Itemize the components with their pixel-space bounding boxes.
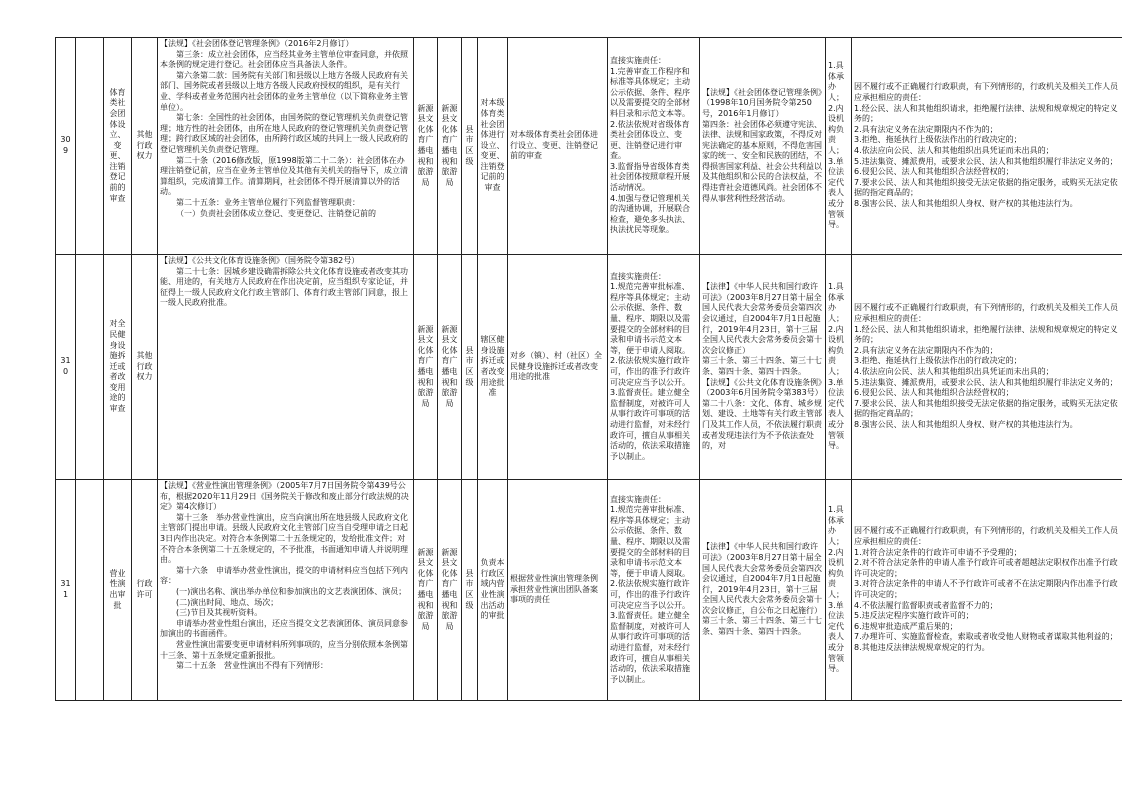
legal-basis-cell <box>158 480 414 701</box>
duty-line: 6.侵犯公民、法人和其他组织合法经营权的； <box>854 388 1014 398</box>
legal-basis-paragraph: 第六条第二款：国务院有关部门和县级以上地方各级人民政府有关部门、国务院或者县级以上地方各级人民政府授权的组织，是有关行业、学科或者业务范围内社会团体的业务主管单位（以下简称业务主管单位）。 <box>160 70 408 112</box>
duty-line: 3.拒绝、拖延执行上级依法作出的行政决定的； <box>854 135 1022 145</box>
duty-line: 8.强害公民、法人和其他组织人身权、财产权的其他违法行为。 <box>854 419 1078 429</box>
responsible-dept-cell <box>438 38 462 255</box>
content-cell <box>508 255 608 480</box>
responsibility-line: 直接实施责任： <box>610 494 666 504</box>
responsibility-line: 直接实施责任： <box>610 55 666 65</box>
power-content: 根据营业性演出管理条例承担营业性演出团队备案事项的责任 <box>510 574 598 605</box>
law-basis-line: 第三十条、第三十四条、第三十七条、第四十条、第四十四条。 <box>702 616 822 637</box>
table-row <box>56 255 1122 480</box>
responsibility-line: 3.监督责任。建立健全监督制度，对被许可人从事行政许可事项的活动进行监督，对未经行政许可，擅自从事相关活动的，依法采取措施予以制止。 <box>610 611 690 684</box>
legal-basis-paragraph: （一）负责社会团体成立登记、变更登记、注销登记前的 <box>176 208 376 218</box>
responsibility-line: 直接实施责任： <box>610 271 666 281</box>
law-basis-line: 【法律】《中华人民共和国行政许可法》（2003年8月27日第十届全国人民代表大会常务委员会第四次会议通过，自2004年7月1日起施行，2019年4月23日，第十三届全国人民代表大会常务委员会第十次会议修正） <box>702 282 822 355</box>
admin-level: 县市区级 <box>465 568 474 610</box>
legal-basis-title: 【法规】《公共文化体育设施条例》（国务院令第382号） <box>160 256 360 265</box>
table-row <box>56 480 1122 701</box>
table-row <box>56 38 1122 255</box>
responsible-subject: 1.具体承办人；2.内设机构负责人；3.单位法定代表人或分管领导。 <box>828 505 844 674</box>
power-content: 对乡（镇）、村（社区）全民健身设施拆迁或者改变用途的批准 <box>510 351 602 382</box>
law-basis-cell <box>700 38 826 255</box>
item-name: 营业性演出审批 <box>109 568 126 610</box>
law-basis-line: 【法律】《中华人民共和国行政许可法》（2003年8月27日第十届全国人民代表大会常务委员会第四次会议通过，自2004年7月1日起施行，2019年4月23日，第十三届全国人民代表大会常务委员会第十次会议修正，自公布之日起施行） <box>702 542 822 615</box>
responsibility-line: 4.加强与登记管理机关的沟通协调，开展联合检查，避免多头执法、执法扰民等现象。 <box>610 193 690 235</box>
duty-line: 7.要求公民、法人和其他组织接受无法定依据的指定服务，或购买无法定依据的指定商品的； <box>854 398 1118 419</box>
legal-basis-paragraph: 第十三条 举办营业性演出，应当向演出所在地县级人民政府文化主管部门提出申请。县级人民政府文化主管部门应当自受理申请之日起3日内作出决定。对符合本条例第二十五条规定的，发给批准文件；对不符合本条例第二十五条规定的，不予批准，书面通知申请人并说明理由。 <box>160 512 408 565</box>
duty-line: 5.违反法定程序实施行政许可的； <box>854 611 974 621</box>
item-number-cell <box>56 38 76 255</box>
item-type: 其他行政权力 <box>136 351 153 382</box>
item-number: 310 <box>60 356 71 376</box>
subject-cell <box>826 38 852 255</box>
legal-basis-paragraph: 申请举办营业性组台演出，还应当提交文艺表演团体、演员同意参加演出的书面函件。 <box>160 618 408 639</box>
item-number: 309 <box>60 135 71 155</box>
item-number-cell <box>56 480 76 701</box>
duty-line: 1.经公民、法人和其他组织请求，拒绝履行法律、法规和规章规定的特定义务的； <box>854 103 1118 124</box>
implementing-dept: 新源县文化体育广播电视和旅游局 <box>417 103 434 187</box>
level-cell <box>462 480 478 701</box>
law-basis-line: 第四条：社会团体必须遵守宪法、法律、法规和国家政策，不得反对宪法确定的基本原则，不得危害国家的统一、安全和民族的团结，不得损害国家利益、社会公共利益以及其他组织和公民的合法权益，不得违背社会道德风尚。社会团体不得从事营利性经营活动。 <box>702 119 822 203</box>
responsibility-cell <box>608 480 700 701</box>
legal-basis-paragraph: (三)节目及其视听资料。 <box>176 608 263 618</box>
blank-cell <box>76 480 104 701</box>
object-cell <box>478 480 508 701</box>
implementing-dept-cell <box>414 480 438 701</box>
power-object: 辖区健身设施拆迁或者改变用途批准 <box>480 335 505 398</box>
implementing-dept: 新源县文化体育广播电视和旅游局 <box>417 324 434 408</box>
subject-cell <box>826 480 852 701</box>
duty-line: 5.违法集资、摊派费用，或要求公民、法人和其他组织履行非法定义务的； <box>854 156 1118 166</box>
content-cell <box>508 38 608 255</box>
law-basis-cell <box>700 255 826 480</box>
legal-basis-paragraph: 营业性演出需要变更申请材料所列事项的，应当分别依照本条例第十三条、第十五条规定重新报批。 <box>160 639 408 660</box>
duty-line: 3.对符合法定条件的申请人不予行政许可或者不在法定期限内作出准予行政许可决定的； <box>854 579 1118 599</box>
legal-basis-paragraph: (二)演出时间、地点、场次； <box>176 597 279 607</box>
law-basis-cell <box>700 480 826 701</box>
duty-cell <box>852 480 1122 701</box>
item-type-cell <box>132 480 158 701</box>
item-number: 311 <box>60 579 71 599</box>
item-type: 行政许可 <box>136 579 153 599</box>
duty-line: 7.要求公民、法人和其他组织接受无法定依据的指定服务，或购买无法定依据的指定商品的； <box>854 177 1118 198</box>
power-content: 对本级体育类社会团体进行设立、变更、注销登记前的审查 <box>510 130 598 161</box>
law-basis-line: 第二十八条：文化、体育、城乡规划、建设、土地等有关行政主管部门及其工作人员，不依法履行职责或者发现违法行为不予依法查处的，对 <box>702 398 822 451</box>
responsibility-cell <box>608 255 700 480</box>
duty-line: 因不履行或不正确履行行政职责，有下列情形的，行政机关及相关工作人员应承担相应的责任： <box>854 82 1118 103</box>
responsible-dept-cell <box>438 480 462 701</box>
duty-line: 3.拒绝、拖延执行上级依法作出的行政决定的； <box>854 356 1022 366</box>
responsibility-line: 2.依法依规对省级体育类社会团体设立、变更、注销登记进行审查。 <box>610 119 690 161</box>
responsibility-line: 1.完善审查工作程序和标准等具体规定；主动公示依据、条件、程序以及需要提交的全部材料目录和示范文本等。 <box>610 66 690 118</box>
responsible-subject: 1.具体承办人；2.内设机构负责人；3.单位法定代表人或分管领导。 <box>828 282 844 451</box>
duty-line: 因不履行或不正确履行行政职责，有下列情形的，行政机关及相关工作人员应承担相应的责任： <box>854 303 1118 324</box>
responsible-subject: 1.具体承办人；2.内设机构负责人；3.单位法定代表人或分管领导。 <box>828 61 844 230</box>
responsibility-line: 1.规范完善审批标准、程序等具体规定；主动公示依据、条件、数量、程序、期限以及需要提交的全部材料的目录和申请书示范文本等，便于申请人阅取。 <box>610 282 690 355</box>
power-object: 对本级体育类社会团体进行设立、变更、注销登记前的审查 <box>480 98 505 193</box>
item-name-cell <box>104 480 132 701</box>
duty-line: 6.违规审批造成严重后果的； <box>854 621 958 631</box>
legal-basis-paragraph: 第二十条（2016修改版，原1998版第二十二条）：社会团体在办理注销登记前，应当在业务主管单位及其他有关机关的指导下，成立清算组织，完成清算工作。清算期间，社会团体不得开展清算以外的活动。 <box>160 155 408 197</box>
duty-line: 7.办理许可、实施监督检查，索取或者收受他人财物或者谋取其他利益的； <box>854 632 1118 642</box>
responsibility-line: 3.监督责任。建立健全监督制度，对被许可人从事行政许可事项的活动进行监督，对未经行政许可，擅自从事相关活动的，依法采取措施予以制止。 <box>610 388 690 461</box>
legal-basis-paragraph: 第七条：全国性的社会团体，由国务院的登记管理机关负责登记管理；地方性的社会团体，由所在地人民政府的登记管理机关负责登记管理；跨行政区域的社会团体，由所跨行政区域的共同上一级人民政府的登记管理机关负责登记管理。 <box>160 113 408 154</box>
responsible-dept: 新源县文化体育广播电视和旅游局 <box>441 547 458 631</box>
duty-line: 6.侵犯公民、法人和其他组织合法经营权的； <box>854 167 1014 177</box>
duty-line: 2.对不符合法定条件的申请人准予行政许可或者超越法定职权作出准予行政许可决定的； <box>854 558 1118 578</box>
duty-cell <box>852 38 1122 255</box>
item-type-cell <box>132 38 158 255</box>
level-cell <box>462 38 478 255</box>
item-name-cell <box>104 255 132 480</box>
duty-line: 4.不依法履行监督职责或者监督不力的； <box>854 600 998 610</box>
item-type-cell <box>132 255 158 480</box>
responsible-dept: 新源县文化体育广播电视和旅游局 <box>441 103 458 187</box>
duty-line: 4.依法应向公民、法人和其他组织出具凭证而未出具的； <box>854 367 1054 376</box>
legal-basis-paragraph: 第二十五条 营业性演出不得有下列情形： <box>176 661 328 671</box>
responsibility-line: 1.规范完善审批标准、程序等具体规定；主动公示依据、条件、数量、程序、期限以及需要提交的全部材料的目录和申请书示范文本等，便于申请人阅取。 <box>610 505 690 578</box>
legal-basis-title: 【法规】《社会团体登记管理条例》（2016年2月修订） <box>160 39 354 48</box>
duty-cell <box>852 255 1122 480</box>
item-name: 对全民健身设施拆迁或者改变用途的审查 <box>109 319 126 414</box>
responsibility-line: 2.依法依规实施行政许可，作出的准予行政许可决定应当予以公开。 <box>610 579 690 610</box>
power-list-table <box>55 37 1122 701</box>
responsibility-line: 3.监督指导省级体育类社会团体按照章程开展活动情况。 <box>610 161 690 193</box>
law-basis-line: 【法规】《社会团体登记管理条例》（1998年10月国务院令第250号，2016年1月修订） <box>702 87 822 118</box>
level-cell <box>462 255 478 480</box>
duty-line: 1.经公民、法人和其他组织请求，拒绝履行法律、法规和规章规定的特定义务的； <box>854 324 1118 345</box>
item-name-cell <box>104 38 132 255</box>
duty-line: 5.违法集资、摊派费用，或要求公民、法人和其他组织履行非法定义务的； <box>854 377 1118 387</box>
item-type: 其他行政权力 <box>136 130 153 161</box>
blank-cell <box>76 255 104 480</box>
legal-basis-paragraph: 第二十七条：因城乡建设确需拆除公共文化体育设施或者改变其功能、用途的，有关地方人民政府在作出决定前，应当组织专家论证，并征得上一级人民政府文化行政主管部门、体育行政主管部门同意，报上一级人民政府批准。 <box>160 266 408 308</box>
blank-cell <box>76 38 104 255</box>
duty-line: 8.其他违反法律法规规章规定的行为。 <box>854 642 990 652</box>
admin-level: 县市区级 <box>465 124 474 166</box>
duty-line: 2.具有法定义务在法定期限内不作为的； <box>854 345 998 355</box>
duty-line: 1.对符合法定条件的行政许可申请不予受理的； <box>854 547 1022 557</box>
admin-level: 县市区级 <box>465 345 474 387</box>
legal-basis-paragraph: 第三条：成立社会团体，应当经其业务主管单位审查同意，并依照本条例的规定进行登记。社会团体应当具备法人条件。 <box>160 49 408 70</box>
duty-line: 2.具有法定义务在法定期限内不作为的； <box>854 124 998 134</box>
implementing-dept-cell <box>414 255 438 480</box>
law-basis-line: 【法规】《公共文化体育设施条例》（2003年6月国务院令第383号） <box>702 377 823 398</box>
object-cell <box>478 38 508 255</box>
item-name: 体育类社会团体设立、变更、注销登记前的审查 <box>109 87 126 203</box>
legal-basis-cell <box>158 255 414 480</box>
duty-line: 因不履行或不正确履行行政职责，有下列情形的，行政机关及相关工作人员应承担相应的责任： <box>854 526 1118 547</box>
implementing-dept: 新源县文化体育广播电视和旅游局 <box>417 547 434 631</box>
responsible-dept-cell <box>438 255 462 480</box>
content-cell <box>508 480 608 701</box>
responsible-dept: 新源县文化体育广播电视和旅游局 <box>441 324 458 408</box>
power-object: 负责本行政区域内营业性演出活动的审批 <box>480 558 505 621</box>
legal-basis-paragraph: (一)演出名称、演出举办单位和参加演出的文艺表演团体、演员； <box>176 586 407 596</box>
implementing-dept-cell <box>414 38 438 255</box>
legal-basis-paragraph: 第二十五条：业务主管单位履行下列监督管理职责： <box>176 197 360 207</box>
responsibility-line: 2.依法依规实施行政许可，作出的准予行政许可决定应当予以公开。 <box>610 356 690 387</box>
item-number-cell <box>56 255 76 480</box>
law-basis-line: 第三十条、第三十四条、第三十七条、第四十条、第四十四条。 <box>702 356 822 376</box>
responsibility-cell <box>608 38 700 255</box>
legal-basis-title: 【法规】《营业性演出管理条例》（2005年7月7日国务院令第439号公布，根据2020年11月29日《国务院关于修改和废止部分行政法规的决定》第4次修订） <box>160 481 409 512</box>
legal-basis-cell <box>158 38 414 255</box>
subject-cell <box>826 255 852 480</box>
duty-line: 4.依法应向公民、法人和其他组织出具凭证而未出具的； <box>854 146 1054 155</box>
object-cell <box>478 255 508 480</box>
legal-basis-paragraph: 第十六条 申请举办营业性演出，提交的申请材料应当包括下列内容： <box>160 565 408 586</box>
duty-line: 8.强害公民、法人和其他组织人身权、财产权的其他违法行为。 <box>854 198 1078 208</box>
